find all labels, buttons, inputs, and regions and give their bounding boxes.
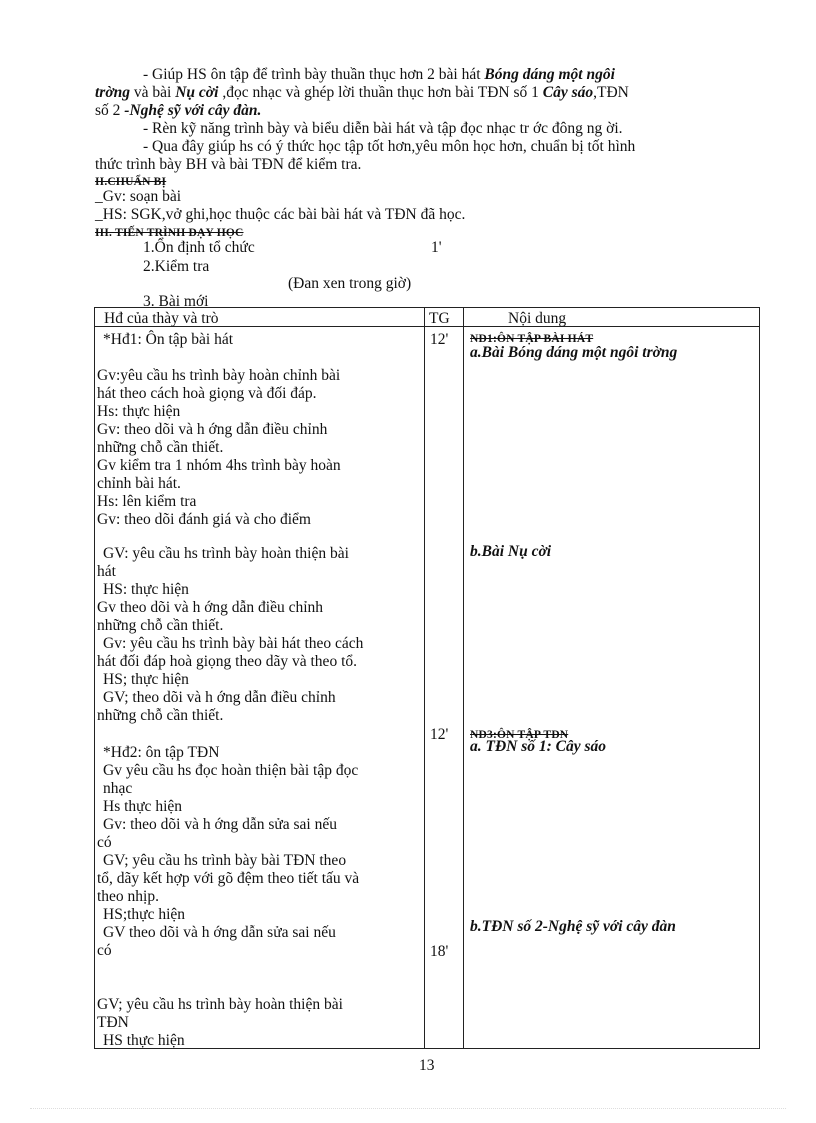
activity-line: hát theo cách hoà giọng và đối đáp. [97, 385, 317, 402]
activity-line: chỉnh bài hát. [97, 475, 181, 492]
page-number: 13 [419, 1057, 435, 1074]
content-song-b: b.Bài Nụ cời [470, 543, 552, 560]
section-heading-process: III. TIẾN TRÌNH DẠY HỌC [95, 227, 244, 239]
header-content: Nội dung [508, 310, 567, 327]
activity-line: HS thực hiện [103, 1032, 185, 1049]
activity-line: Gv:yêu cầu hs trình bày hoàn chỉnh bài [97, 367, 341, 384]
objective-line-5: - Qua đây giúp hs có ý thức học tập tốt hơn,yêu môn học hơn, chuẩn bị tốt hình [143, 138, 636, 155]
step-check-note: (Đan xen trong giờ) [288, 275, 412, 292]
content-heading-song-review: ND1:ÔN TẬP BÀI HÁT [470, 333, 594, 345]
content-song-a: a.Bài Bóng dáng một ngôi trờng [470, 344, 678, 361]
objective-line-3: số 2 -Nghệ sỹ với cây đàn. [95, 102, 262, 119]
activity-line: Gv: yêu cầu hs trình bày bài hát theo cách [103, 635, 364, 652]
time-cell: 12' [430, 331, 449, 348]
activity-line: HS; thực hiện [103, 671, 189, 688]
prep-student: _HS: SGK,vở ghi,học thuộc các bài bài hát và TĐN đã học. [95, 206, 466, 223]
activity-line: Hs: lên kiểm tra [97, 493, 197, 510]
content-heading-tdn-review: ND3:ÔN TẬP TĐN [470, 729, 569, 741]
objective-line-6: thức trình bày BH và bài TĐN để kiểm tra. [95, 156, 362, 173]
column-divider [424, 308, 425, 1048]
activity-line: Gv theo dõi và h ớng dẫn điều chỉnh [97, 599, 324, 616]
activity-line: HS;thực hiện [103, 906, 186, 923]
activity-line: Hs thực hiện [103, 798, 182, 815]
activity-line: Gv: theo dõi đánh giá và cho điểm [97, 511, 311, 528]
activity-line: *Hđ1: Ôn tập bài hát [103, 331, 234, 348]
activity-line: những chỗ cần thiết. [97, 617, 224, 634]
prep-teacher: _Gv: soạn bài [95, 188, 182, 205]
time-cell: 12' [430, 726, 449, 743]
step-organize: 1.Ổn định tổ chức [143, 239, 255, 256]
activity-line: tổ, dãy kết hợp với gõ đệm theo tiết tấu và [97, 870, 360, 887]
content-tdn-b: b.TĐN số 2-Nghệ sỹ với cây đàn [470, 918, 676, 935]
activity-line: Gv: theo dõi và h ớng dẫn sửa sai nếu [103, 816, 337, 833]
activity-line: GV; yêu cầu hs trình bày bài TĐN theo [103, 852, 347, 869]
section-heading-preparation: II.CHUẨN BỊ [95, 176, 167, 188]
objective-line-1: - Giúp HS ôn tập để trình bày thuần thục hơn 2 bài hát Bóng dáng một ngôi [143, 66, 615, 83]
step-organize-time: 1' [431, 239, 442, 256]
activity-line: GV theo dõi và h ớng dẫn sửa sai nếu [103, 924, 336, 941]
activity-line: Hs: thực hiện [97, 403, 181, 420]
activity-line: theo nhịp. [97, 888, 159, 905]
activity-line: có [97, 834, 112, 851]
step-new-lesson: 3. Bài mới [143, 293, 209, 310]
activity-line: nhạc [103, 780, 133, 797]
activity-line: hát [97, 563, 116, 580]
activity-line: *Hđ2: ôn tập TĐN [103, 744, 220, 761]
activity-line: GV: yêu cầu hs trình bày hoàn thiện bài [103, 545, 349, 562]
activity-line: có [97, 942, 112, 959]
objective-line-2: trờng và bài Nụ cời ,đọc nhạc và ghép lời thuần thục hơn bài TĐN số 1 Cây sáo,TĐN [95, 84, 629, 101]
lesson-table [94, 307, 760, 1049]
activity-line: HS: thực hiện [103, 581, 189, 598]
header-time: TG [429, 310, 450, 327]
activity-line: những chỗ cần thiết. [97, 707, 224, 724]
objective-line-4: - Rèn kỹ năng trình bày và biểu diễn bài hát và tập đọc nhạc tr ớc đông ng ời. [143, 120, 623, 137]
activity-line: Gv yêu cầu hs đọc hoàn thiện bài tập đọc [103, 762, 359, 779]
header-activity: Hđ của thày và trò [104, 310, 219, 327]
time-cell: 18' [430, 943, 449, 960]
activity-line: Gv: theo dõi và h ớng dẫn điều chỉnh [97, 421, 328, 438]
column-divider [463, 308, 464, 1048]
footer-rule [30, 1108, 786, 1109]
step-check: 2.Kiểm tra [143, 258, 210, 275]
activity-line: những chỗ cần thiết. [97, 439, 224, 456]
activity-line: GV; theo dõi và h ớng dẫn điều chỉnh [103, 689, 336, 706]
content-tdn-a: a. TĐN số 1: Cây sáo [470, 738, 607, 755]
activity-line: Gv kiểm tra 1 nhóm 4hs trình bày hoàn [97, 457, 341, 474]
activity-line: GV; yêu cầu hs trình bày hoàn thiện bài [97, 996, 343, 1013]
activity-line: hát đối đáp hoà giọng theo dãy và theo tổ. [97, 653, 357, 670]
activity-line: TĐN [97, 1014, 129, 1031]
